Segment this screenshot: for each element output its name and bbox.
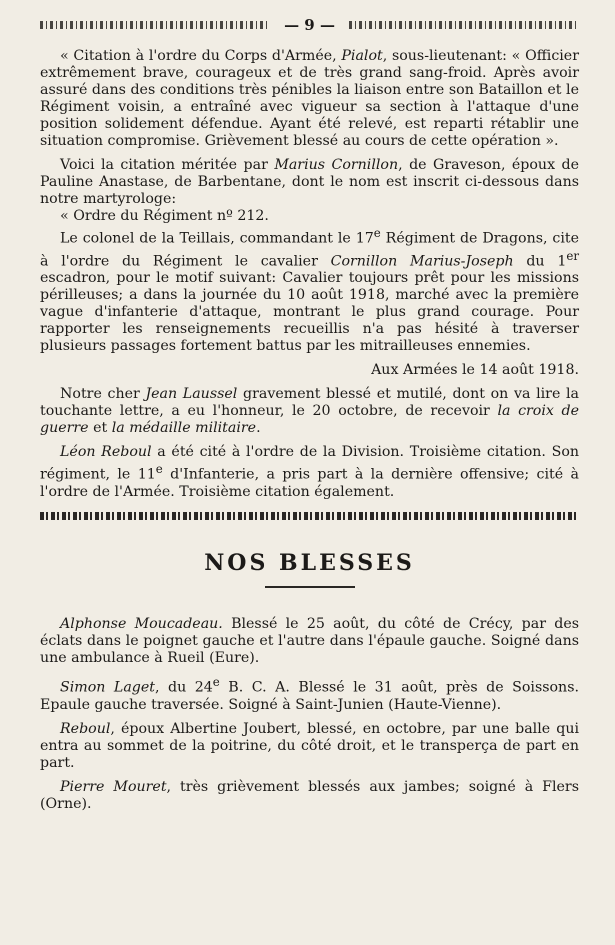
wounded-entry: Alphonse Moucadeau. Blessé le 25 août, du côté de Crécy, par des éclats dans le poignet gauche et l'autre dans l'épaule gauche. Soigné dans une ambulance à Rueil (Eure). [40,616,580,667]
regiment-order-text: Le colonel de la Teillais, commandant le 17e Régiment de Dragons, cite à l'ordre du Régiment le cavalier Cornillon Marius-Joseph du 1er escadron, pour le motif suivant: Cavalier toujours prêt pour les missions périlleuses; a dans la journée du 10 août 1918, marché avec la première vague d'infanterie d'attaque, montrant le plus grand courage. Pour rapporter les renseignements recueillis n'a pas hésité à traverser plusieurs passages fortement battus par les mitrailleuses ennemies. [40,226,579,355]
citation-pialot: « Citation à l'ordre du Corps d'Armée, Pialot, sous-lieutenant: « Officier extrêmement brave, courageux et de très grand sang-froid. Après avoir assuré dans des conditions très pénibles la liaison entre son Bataillon et le Régiment voisin, a entraîné avec vigueur sa section à l'attaque d'une position solidement défendue. Ayant été relevé, est reparti rétablir une situation compromise. Grièvement blessé au cours de cette opération ». [40,48,579,149]
laussel-paragraph: Notre cher Jean Laussel gravement blessé et mutilé, dont on va lire la touchante lettre, a eu l'honneur, le 20 octobre, de recevoir la croix de guerre et la médaille militaire. [40,386,580,437]
header-ornament-left [40,21,270,29]
citation-cornillon-intro: Voici la citation méritée par Marius Cornillon, de Graveson, époux de Pauline Anastase, de Barbentane, dont le nom est inscrit ci-dessous dans notre martyrologe: [40,157,579,207]
regiment-order-title: « Ordre du Régiment nº 212. [60,208,269,224]
section-title: NOS BLESSES [204,550,415,577]
page-number: — 9 — [284,16,335,34]
header-ornament-right [349,21,579,29]
reboul-citation: Léon Reboul a été cité à l'ordre de la Division. Troisième citation. Son régiment, le 11e d'Infanterie, a pris part à la dernière offensive; cité à l'ordre de l'Armée. Troisième citation également. [40,444,579,501]
wounded-entry: Simon Laget, du 24e B. C. A. Blessé le 31 août, près de Soissons. Epaule gauche traversée. Soigné à Saint-Junien (Haute-Vienne). [40,675,579,713]
wounded-entry: Pierre Mouret, très grièvement blessés aux jambes; soigné à Flers (Orne). [40,778,579,812]
order-date-line: Aux Armées le 14 août 1918. [371,362,579,379]
page-header [40,14,579,36]
ornamental-separator [40,512,579,520]
title-underline [265,586,355,588]
wounded-entry: Reboul, époux Albertine Joubert, blessé, en octobre, par une balle qui entra au sommet de la poitrine, du côté droit, et le transperça de part en part. [40,720,579,771]
